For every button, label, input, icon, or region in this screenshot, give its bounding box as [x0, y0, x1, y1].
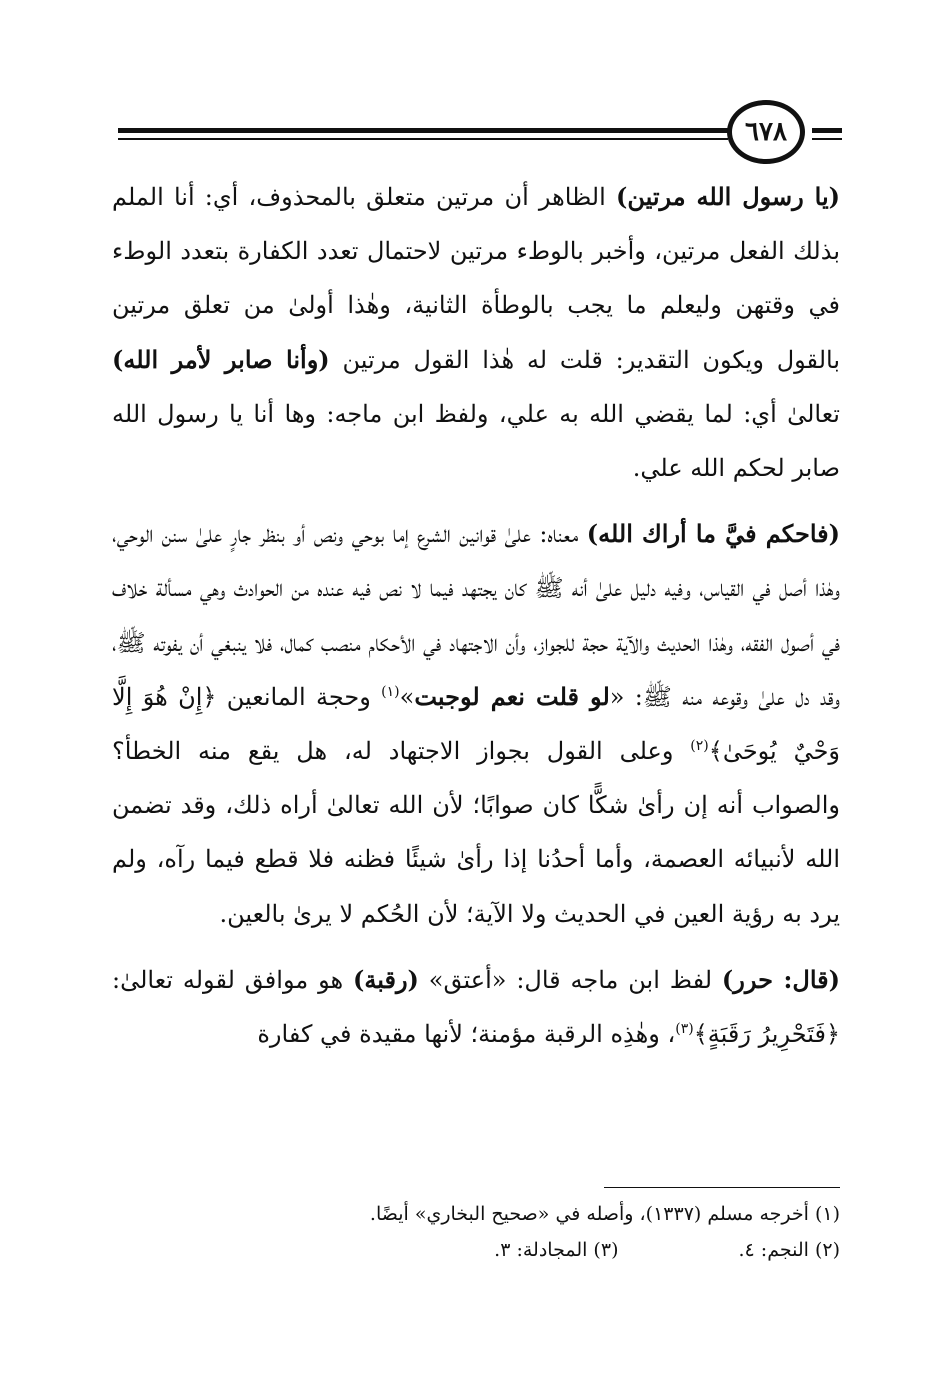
p3-text-3: ، وهٰذِه الرقبة مؤمنة؛ لأنها مقيدة في كفارة	[257, 1020, 676, 1049]
p3-text-2: هو موافق لقوله تعالىٰ: ﴿فَتَحْرِيرُ رَقَبَةٍ﴾	[112, 965, 840, 1049]
p3-lemma-2: (رقبة)	[353, 964, 419, 994]
footnote-3: (٣) المجادلة: ٣.	[494, 1239, 619, 1261]
footnote-row-2	[300, 1232, 840, 1268]
p1-lemma-1: (يا رسول الله مرتين)	[615, 182, 840, 211]
paragraph-2	[112, 507, 840, 941]
p3-text-1: لفظ ابن ماجه قال: «أعتق»	[418, 965, 722, 994]
footnote-separator	[604, 1187, 840, 1188]
header-rule-right-thick	[812, 128, 842, 133]
header-rule-thick	[118, 128, 728, 133]
p2-lemma-1: (فاحكم فيَّ ما أراك الله)	[586, 519, 840, 549]
footnote-ref-3[interactable]: (٣)	[675, 1021, 694, 1038]
paragraph-3	[112, 953, 840, 1061]
page-header	[0, 0, 947, 170]
footnote-ref-1[interactable]: (١)	[381, 683, 400, 700]
p1-lemma-2: (وأنا صابر لأمر الله)	[112, 344, 330, 374]
p1-text-2: تعالىٰ أي: لما يقضي الله به علي، ولفظ ابن ماجه: وها أنا يا رسول الله صابر لحكم الله علي.	[112, 399, 840, 483]
p2-text-3: وحجة المانعين ﴿إِنْ هُوَ إِلَّا وَحْيٌ يُوحَىٰ﴾	[112, 682, 841, 766]
p2-text-4: وعلى القول بجواز الاجتهاد له، هل يقع منه الخطأ؟ والصواب أنه إن رأىٰ شكًّا كان صوابًا؛ لأن الله تعالىٰ أراه ذلك، وقد تضمن الله لأنبيائه العصمة، وأما أحدُنا إذا رأىٰ شيئًا فظنه فلا قطع فيما رآه، ولم يرد به رؤية العين في الحديث ولا الآية؛ لأن الحُكم لا يرىٰ بالعين.	[112, 737, 840, 928]
p2-text-1: معناه: علىٰ قوانين الشرع إما بوحي ونص أو بنظر جارٍ علىٰ سنن الوحي، وهٰذا أصل في القياس، وفيه دليل علىٰ أنه ﷺ كان يجتهد فيما لا نص فيه عنده من الحوادث وهي مسألة خلاف في أصول الفقه، وهٰذا الحديث والآية حجة للجواز، وأن الاجتهاد في الأحكام منصب كمال، فلا ينبغي أن يفوته ﷺ، وقد دل علىٰ وقوعه منه ﷺ: «	[112, 520, 840, 711]
p1-text-1: الظاهر أن مرتين متعلق بالمحذوف، أي: أنا الملم بذلك الفعل مرتين، وأخبر بالوطء مرتين لاحتمال تعدد الكفارة بتعدد الوطء في وقتهن وليعلم ما يجب بالوطأة الثانية، وهٰذا أولىٰ من تعلق مرتين بالقول ويكون التقدير: قلت له هٰذا القول مرتين	[112, 183, 841, 374]
page-number-badge	[727, 100, 805, 164]
footnote-ref-2[interactable]: (٢)	[690, 738, 709, 755]
p2-hadith-quote: لو قلت نعم لوجبت	[414, 681, 610, 711]
footnote-2: (٢) النجم: ٤.	[738, 1239, 840, 1261]
p2-text-2: »	[399, 682, 415, 711]
footnote-1: (١) أخرجه مسلم (١٣٣٧)، وأصله في «صحيح البخاري» أيضًا.	[369, 1203, 840, 1225]
header-rule-right-thin	[812, 138, 842, 140]
footnotes	[300, 1196, 840, 1268]
page-number: ٦٧٨	[745, 117, 787, 147]
header-rule-thin	[118, 138, 728, 140]
p3-lemma-1: (قال: حرر)	[721, 964, 840, 994]
paragraph-1	[112, 170, 840, 495]
main-text	[112, 170, 840, 1073]
